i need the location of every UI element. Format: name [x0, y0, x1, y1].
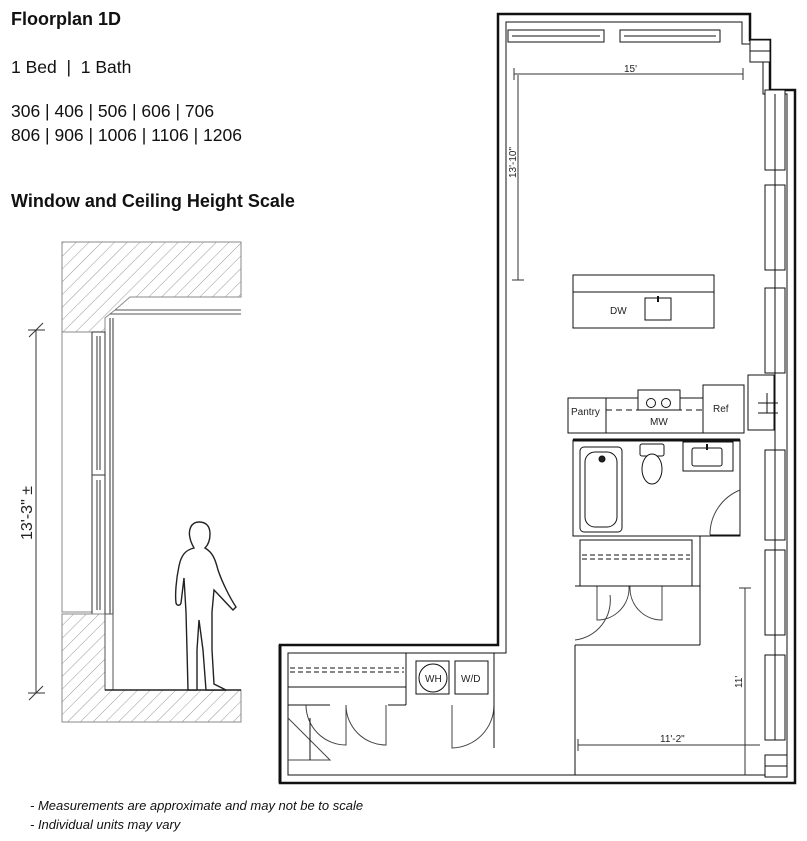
dimension-height-bottom: 11' — [734, 675, 745, 688]
page-title: Floorplan 1D — [11, 9, 122, 29]
washer-dryer-label: W/D — [461, 674, 481, 685]
scale-section-title: Window and Ceiling Height Scale — [11, 191, 295, 211]
dimension-width-top: 15' — [624, 64, 638, 75]
bed-bath-count: 1 Bed | 1 Bath — [11, 57, 132, 77]
dishwasher-label: DW — [610, 306, 627, 317]
note-line: - Measurements are approximate and may not be to scale — [30, 798, 364, 813]
unit-numbers-line: 806 | 906 | 1006 | 1106 | 1206 — [11, 125, 242, 145]
floor-plan — [280, 14, 795, 783]
human-silhouette — [176, 522, 236, 690]
disclaimer-notes — [30, 796, 363, 834]
pantry-label: Pantry — [571, 407, 600, 418]
wall-section-drawing — [62, 242, 241, 722]
height-dimension-label: 13'-3" ± — [19, 486, 36, 540]
unit-numbers-line: 306 | 406 | 506 | 606 | 706 — [11, 101, 215, 121]
dimension-height-top: 13'-10" — [508, 146, 519, 178]
dimension-width-bottom: 11'-2" — [660, 734, 685, 745]
microwave-label: MW — [650, 417, 668, 428]
note-line: - Individual units may vary — [30, 817, 181, 832]
refrigerator-label: Ref — [713, 404, 729, 415]
water-heater-label: WH — [425, 674, 442, 685]
